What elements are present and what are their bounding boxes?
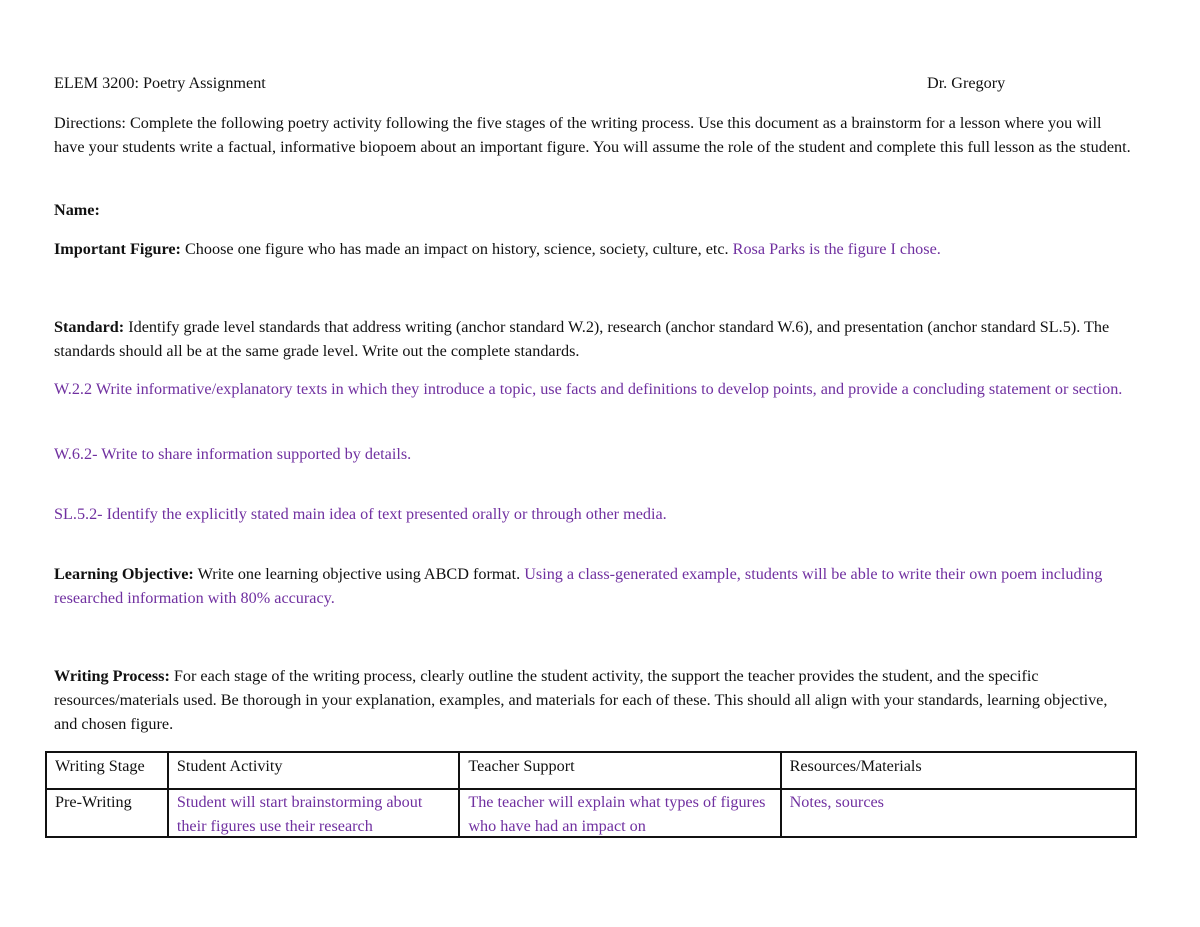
standard-prompt: Identify grade level standards that address writing (anchor standard W.2), research (anchor standard W.6), and presentation (anchor standard SL.5). The standards should all be at the same grade level. Write out the complete standards. — [54, 318, 1110, 360]
standard-section — [54, 315, 1134, 363]
instructor-name: Dr. Gregory — [927, 74, 1006, 92]
important-figure-section — [54, 237, 1134, 261]
course-title: ELEM 3200: Poetry Assignment — [54, 74, 266, 92]
header-student-activity: Student Activity — [168, 752, 459, 789]
name-field — [54, 198, 1134, 222]
writing-process-section — [54, 664, 1134, 736]
writing-process-label: Writing Process: — [54, 667, 170, 685]
learning-objective-answer: Using a class-generated example, students will be able to write their own poem including researched information with 80% accuracy. — [54, 565, 1103, 607]
writing-process-prompt: For each stage of the writing process, clearly outline the student activity, the support the teacher provides the student, and the specific resources/materials used. Be thorough in your explanation, examples, and materials for each of these. This should all align with your standards, learning objective, and chosen figure. — [54, 667, 1108, 733]
cell-stage-text: Pre-Writing — [55, 793, 132, 811]
writing-process-table — [45, 751, 1137, 838]
standard-answer-writing: W.2.2 Write informative/explanatory texts in which they introduce a topic, use facts and definitions to develop points, and provide a concluding statement or section. — [54, 380, 1123, 398]
standard-answer-research: W.6.2- Write to share information supported by details. — [54, 445, 412, 463]
cell-teacher-support-text: The teacher will explain what types of figures who have had an impact on — [468, 793, 766, 835]
important-figure-prompt: Choose one figure who has made an impact on history, science, society, culture, etc. — [180, 240, 733, 258]
header-resources: Resources/Materials — [781, 752, 1136, 789]
standard-answer-presentation: SL.5.2- Identify the explicitly stated main idea of text presented orally or through other media. — [54, 505, 667, 523]
name-label: Name: — [54, 201, 100, 219]
cell-student-activity — [168, 789, 459, 837]
learning-objective-prompt: Write one learning objective using ABCD format. — [193, 565, 525, 583]
cell-resources — [781, 789, 1136, 837]
standard-label: Standard: — [54, 318, 125, 336]
directions-paragraph: Directions: Complete the following poetry activity following the five stages of the writing process. Use this document as a brainstorm for a lesson where you will have your students write a factual, informative biopoem about an important figure. You will assume the role of the student and complete this full lesson as the student. — [54, 114, 1131, 156]
table-row — [46, 789, 1136, 837]
header-writing-stage: Writing Stage — [46, 752, 168, 789]
important-figure-answer: Rosa Parks is the figure I chose. — [732, 240, 941, 258]
header-teacher-support: Teacher Support — [459, 752, 780, 789]
learning-objective-label: Learning Objective: — [54, 565, 194, 583]
cell-teacher-support — [459, 789, 780, 837]
learning-objective-section — [54, 562, 1134, 610]
important-figure-label: Important Figure: — [54, 240, 181, 258]
table-header-row — [46, 752, 1136, 789]
cell-stage — [46, 789, 168, 837]
cell-student-activity-text: Student will start brainstorming about their figures use their research — [176, 793, 423, 835]
cell-resources-text: Notes, sources — [789, 793, 884, 811]
